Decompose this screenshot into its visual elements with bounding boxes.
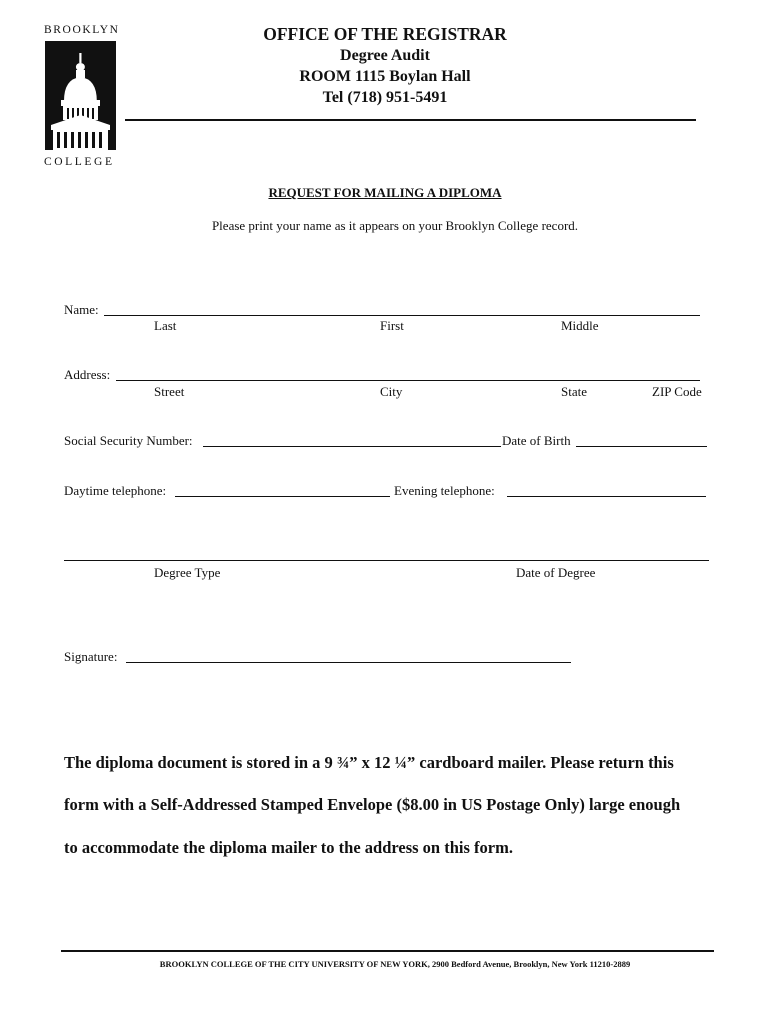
address-sub-state: State bbox=[561, 384, 587, 399]
evening-phone-field[interactable] bbox=[507, 496, 706, 497]
signature-label: Signature: bbox=[64, 649, 118, 664]
notice-line-1: The diploma document is stored in a 9 ¾” x 12 ¼” cardboard mailer. Please return this bbox=[64, 753, 674, 772]
dome-building-icon bbox=[45, 41, 116, 150]
form-instruction: Please print your name as it appears on your Brooklyn College record. bbox=[211, 218, 579, 233]
degree-field[interactable] bbox=[64, 560, 709, 561]
college-logo bbox=[45, 41, 116, 150]
address-sub-zip: ZIP Code bbox=[652, 384, 702, 399]
name-sub-last: Last bbox=[154, 318, 177, 333]
name-field[interactable] bbox=[104, 315, 700, 316]
name-label: Name: bbox=[64, 302, 99, 317]
address-field[interactable] bbox=[116, 380, 700, 381]
degree-sub-type: Degree Type bbox=[154, 565, 221, 580]
form-title: REQUEST FOR MAILING A DIPLOMA bbox=[268, 185, 502, 200]
dob-label: Date of Birth bbox=[502, 433, 571, 448]
name-sub-first: First bbox=[380, 318, 404, 333]
department-name: Degree Audit bbox=[340, 47, 430, 64]
logo-bottom-text: COLLEGE bbox=[44, 156, 115, 168]
office-title: OFFICE OF THE REGISTRAR bbox=[263, 24, 507, 44]
address-label: Address: bbox=[64, 367, 111, 382]
logo-top-text: BROOKLYN bbox=[44, 24, 120, 36]
footer-rule bbox=[61, 950, 714, 952]
footer-address: BROOKLYN COLLEGE OF THE CITY UNIVERSITY OF NEW YORK, 2900 Bedford Avenue, Brooklyn, New York 11210-2889 bbox=[159, 959, 631, 969]
phone-number: Tel (718) 951-5491 bbox=[322, 89, 448, 106]
ssn-field[interactable] bbox=[203, 446, 501, 447]
notice-line-2: form with a Self-Addressed Stamped Envelope ($8.00 in US Postage Only) large enough bbox=[64, 795, 681, 814]
evening-phone-label: Evening telephone: bbox=[394, 483, 495, 498]
daytime-phone-label: Daytime telephone: bbox=[64, 483, 167, 498]
address-sub-street: Street bbox=[154, 384, 185, 399]
address-sub-city: City bbox=[380, 384, 403, 399]
degree-sub-date: Date of Degree bbox=[516, 565, 596, 580]
name-sub-middle: Middle bbox=[561, 318, 599, 333]
dob-field[interactable] bbox=[576, 446, 707, 447]
daytime-phone-field[interactable] bbox=[175, 496, 390, 497]
notice-line-3: to accommodate the diploma mailer to the address on this form. bbox=[64, 838, 513, 857]
header-rule bbox=[125, 119, 696, 121]
ssn-label: Social Security Number: bbox=[64, 433, 193, 448]
signature-field[interactable] bbox=[126, 662, 571, 663]
room-location: ROOM 1115 Boylan Hall bbox=[299, 68, 471, 85]
